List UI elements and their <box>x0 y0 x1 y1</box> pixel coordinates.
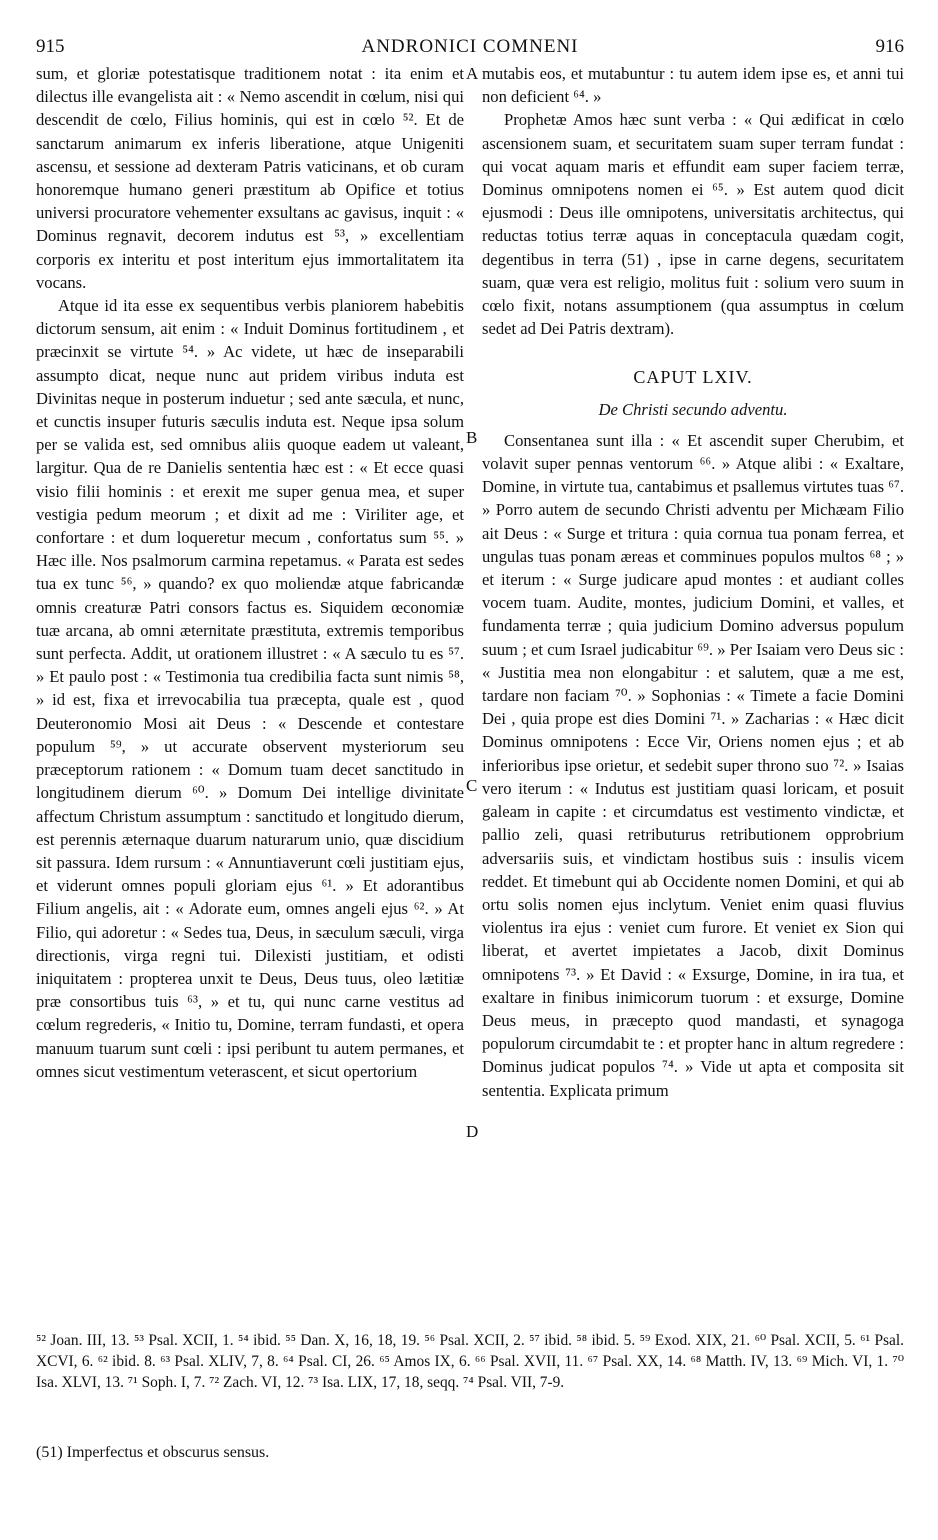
margin-marker-d: D <box>466 1122 479 1141</box>
left-paragraph-1: sum, et gloriæ potestatisque traditionem notat : ita enim et dilectus ille evangelista ait : « Nemo ascendit in cœlum, nisi qui descendit de cœlo, Filius hominis, qui est in cœlo ⁵². Et de sanctarum animarum ex inferis liberatione, atque Unigeniti ascensu, et sessione ad dexteram Patris vaticinans, et ob curam honoremque humano generi præstitum ab Opifice et totius universi procuratore vehementer exsultans ac gavisus, inquit : « Dominus regnavit, decorem indutus est ⁵³, » excellentiam corporis ex interitu et post interitum ejus immortalitatem ita vocans. <box>36 64 464 292</box>
running-title: ANDRONICI COMNENI <box>361 36 579 57</box>
footnote-references: ⁵² Joan. III, 13. ⁵³ Psal. XCII, 1. ⁵⁴ ibid. ⁵⁵ Dan. X, 16, 18, 19. ⁵⁶ Psal. XCII, 2. ⁵⁷ ibid. ⁵⁸ ibid. 5. ⁵⁹ Exod. XIX, 21. ⁶⁰ Psal. XCII, 5. ⁶¹ Psal. XCVI, 6. ⁶² ibid. 8. ⁶³ Psal. XLIV, 7, 8. ⁶⁴ Psal. CI, 26. ⁶⁵ Amos IX, 6. ⁶⁶ Psal. XVII, 11. ⁶⁷ Psal. XX, 14. ⁶⁸ Matth. IV, 13. ⁶⁹ Mich. VI, 1. ⁷⁰ Isa. XLVI, 13. ⁷¹ Soph. I, 7. ⁷² Zach. VI, 12. ⁷³ Isa. LIX, 17, 18, seqq. ⁷⁴ Psal. VII, 7-9. <box>36 1332 904 1391</box>
footnote-51: (51) Imperfectus et obscurus sensus. <box>36 1444 270 1461</box>
margin-marker-c: C <box>466 776 478 795</box>
margin-marker-b: B <box>466 428 478 447</box>
left-column <box>36 62 464 1330</box>
chapter-title: CAPUT LXIV. <box>633 367 753 388</box>
margin-marker-a: A <box>466 64 479 83</box>
right-column <box>482 62 904 1330</box>
left-paragraph-2: Atque id ita esse ex sequentibus verbis planiorem habebitis dictorum sensum, ait enim : « Induit Dominus fortitudinem , et præcinxit se virtute ⁵⁴. » Ac videte, ut hæc de inseparabili assumpto dicat, neque nunc aut pridem viribus induta est Divinitas neque in posterum induetur ; sed ante sæcula, et nunc, et cunctis insuper futuris sæculis induta est. Neque ipsa solum per se valida est, sed omnibus aliis quoque eadem ut valeant, largitur. Qua de re Danielis sententia hæc est : « Et ecce quasi visio filii hominis : et erexit me super genua mea, et super vestigia pedum meorum ; et dixit ad me : Viriliter age, et confortare : et dum loqueretur mecum , confortatus sum ⁵⁵. » Hæc ille. Nos psalmorum carmina repetamus. « Parata est sedes tua ex tunc ⁵⁶, » quando? ex quo moliendæ atque fabricandæ omnis creaturæ Patri consors factus es. Siquidem œconomiæ tuæ arcana, ab omni æternitate præstituta, extremis temporibus sunt perfecta. Addit, ut orationem illustret : « A sæculo tu es ⁵⁷. » Et paulo post : « Testimonia tua credibilia facta sunt nimis ⁵⁸, » id est, fixa et irrevocabilia tua præcepta, quale est , quod Deuteronomio Mosi ait Deus : « Descende et contestare populum ⁵⁹, » ut accurate observent mysteriorum seu præceptorum rationem : « Domum tuam decet sanctitudo in longitudinem dierum ⁶⁰. » Domum Dei intellige divinitate affectum Christum assumptum : sanctitudo et longitudo dierum, est perennis æternaque duarum naturarum unio, quæ discidium sit passura. Idem rursum : « Annuntiaverunt cœli justitiam ejus, et viderunt omnes populi gloriam ejus ⁶¹. » Et adorantibus Filium angelis, ait : « Adorate eum, omnes angeli ejus ⁶². » At Filio, qui adoretur : « Sedes tua, Deus, in sæculum sæculi, virga directionis, virga regni tui. Dilexisti justitiam, et odisti iniquitatem : propterea unxit te Deus, Deus tuus, oleo lætitiæ præ consortibus tuis ⁶³, » et tu, qui nunc carne vestitus ad cœlum regrederis, « Initio tu, Domine, terram fundasti, et opera manuum tuarum sunt cœli : ipsi peribunt tu autem permanes, et omnes sicut vestimentum veterascent, et sicut opertorium <box>36 296 464 1081</box>
right-paragraph-3: Consentanea sunt illa : « Et ascendit super Cherubim, et volavit super pennas ventorum ⁶⁶. » Atque alibi : « Exaltare, Domine, in virtute tua, cantabimus et psallemus virtutes tuas ⁶⁷. » Porro autem de secundo Christi adventu per Michæam Filio ait Deus : « Surge et tritura : quia cornua tua ponam ferrea, et ungulas tuas ponam æreas et comminues populos multos ⁶⁸ ; » et iterum : « Surge judicare apud montes : et audiant colles vocem tuam. Audite, montes, judicium Domini, et valles, et fundamenta terræ ; quia judicium Domino adversus populum suum ; et cum Israel judicabitur ⁶⁹. » Per Isaiam vero Deus sic : « Justitia mea non elongabitur : et salutem, quæ a me est, tardare non faciam ⁷⁰. » Sophonias : « Timete a facie Domini Dei , quia prope est dies Domini ⁷¹. » Zacharias : « Hæc dicit Dominus omnipotens : Ecce Vir, Oriens nomen ejus ; et ab inferioribus ipse orietur, et sedebit super throno suo ⁷². » Isaias vero iterum : « Indutus est justitiam quasi loricam, et posuit galeam in capite : et circumdatus est vestimento vindictæ, et pallio zeli, quasi retributurus retributionem opprobrium adversariis suis, et vindictam hostibus suis : insulis vicem reddet. Et timebunt qui ab Occidente nomen Domini, et qui ab ortu solis nomen ejus inclytum. Veniet enim quasi fluvius violentus ira ejus : veniet cum furore. Et veniet ex Sion qui liberat, et avertet impietates a Jacob, dixit Dominus omnipotens ⁷³. » Et David : « Exsurge, Domine, in ira tua, et exaltare in finibus inimicorum tuorum : et exsurge, Domine Deus meus, in præcepto quod mandasti, et synagoga populorum circumdabit te : et propter hanc in altum regredere : Dominus judicat populos ⁷⁴. » Vide ut apta et composita sit sententia. Explicata primum <box>482 430 904 1100</box>
right-paragraph-2: Prophetæ Amos hæc sunt verba : « Qui ædificat in cœlo ascensionem suam, et securitatem suam super terram fundat : qui vocat aquam maris et effundit eam super faciem terræ, Dominus omnipotens nomen ei ⁶⁵. » Est autem quod dicit ejusmodi : Deus ille omnipotens, universitatis architectus, qui reductas totius terræ aquas in conceptacula quædam cogit, degentibus in terra (51) , ipse in carne degens, securitatem suam, quæ vera est religio, molitus fuit : solium vero suum in cœlo fixit, notans assumptionem (qua assumptus in cœlum sedet ad Dei Patris dextram). <box>482 110 904 339</box>
page-header <box>36 34 904 60</box>
chapter-subtitle: De Christi secundo adventu. <box>598 399 788 419</box>
right-paragraph-1: mutabis eos, et mutabuntur : tu autem idem ipse es, et anni tui non deficient ⁶⁴. » <box>482 64 904 107</box>
page-number-left: 915 <box>36 36 65 57</box>
page-number-right: 916 <box>875 36 904 57</box>
